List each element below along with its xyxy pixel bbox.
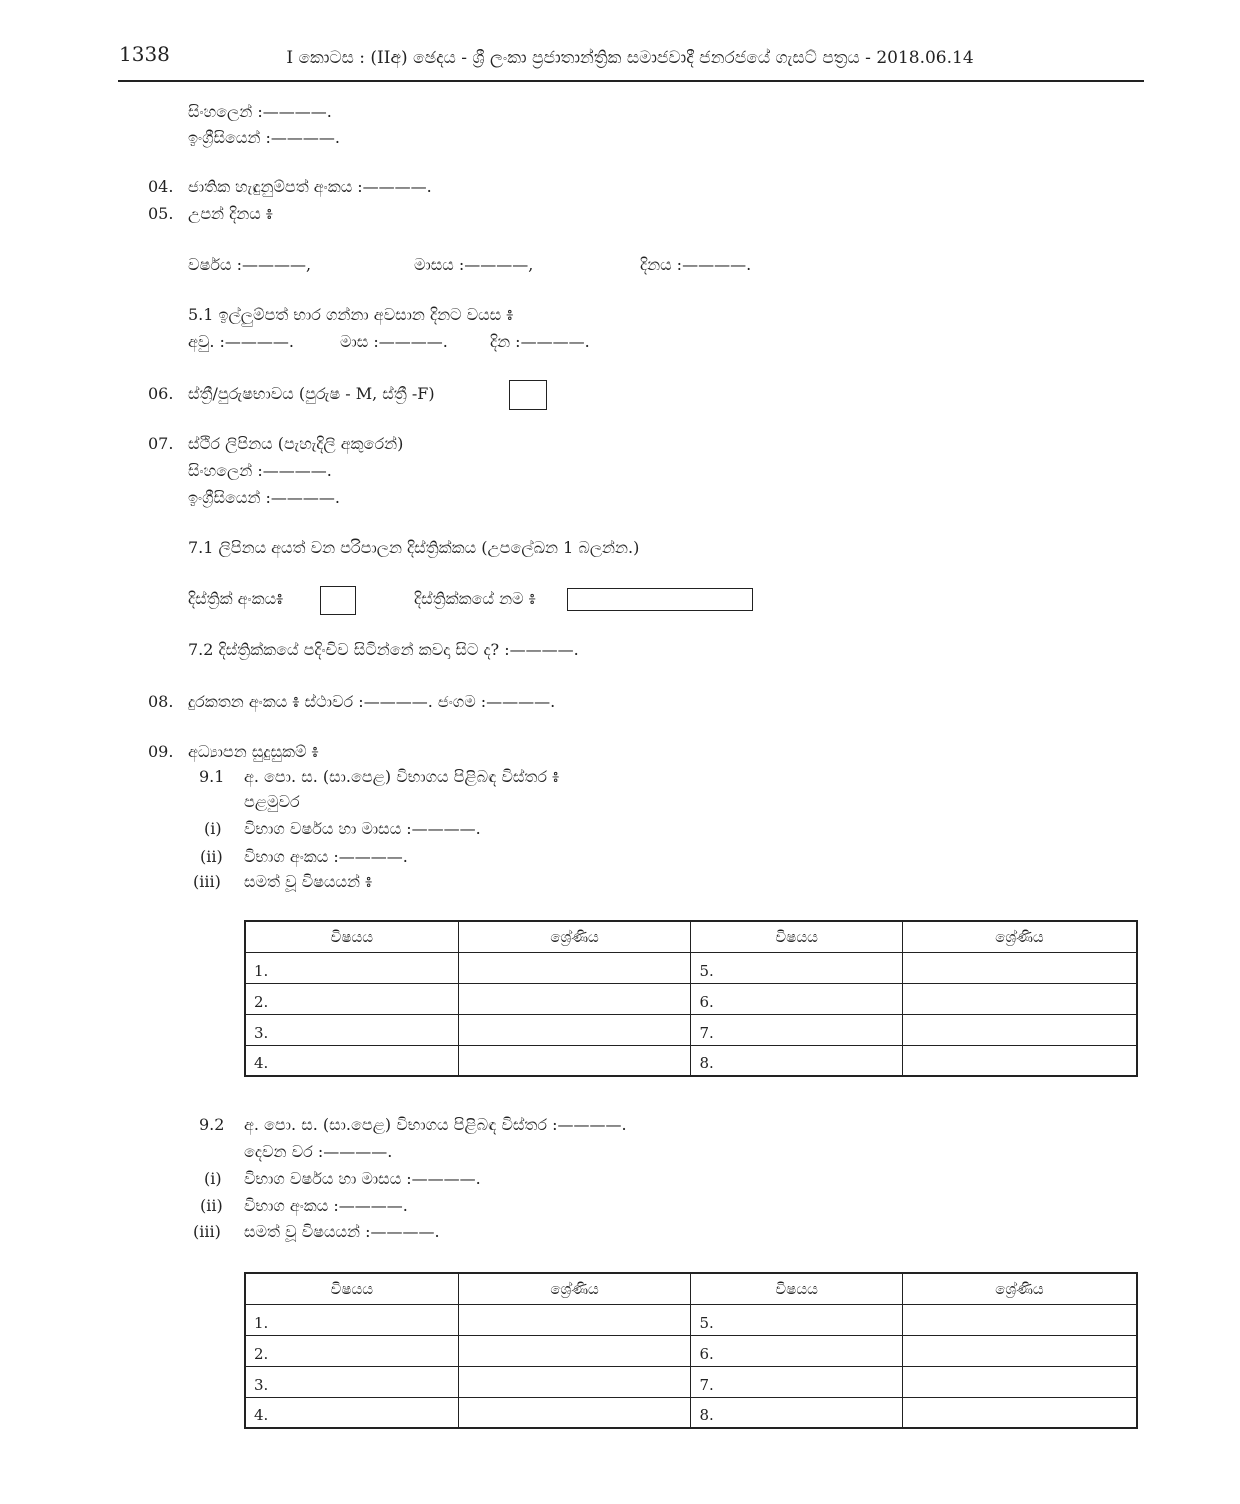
district-number-box[interactable] — [320, 586, 356, 615]
s91-first-attempt: පළමුවර — [244, 792, 300, 811]
grade-cell[interactable] — [902, 983, 1137, 1014]
district-name-box[interactable] — [567, 588, 753, 611]
table-header-cell: ශ්‍රේණිය — [458, 1273, 691, 1304]
s92-item-ii-num: (ii) — [200, 1196, 223, 1215]
address-english-line: ඉංග්‍රීසියෙන් :————. — [188, 488, 340, 507]
grade-cell[interactable] — [902, 1045, 1137, 1076]
grade-cell[interactable] — [902, 1304, 1137, 1335]
address-sinhala-line: සිංහලෙන් :————. — [188, 461, 332, 480]
birth-month-line: මාසය :————, — [414, 255, 534, 274]
table-header-row — [245, 1273, 1137, 1304]
table-header-cell: විෂයය — [245, 1273, 458, 1304]
subject-cell[interactable]: 1. — [245, 952, 458, 983]
s91-subjects-table — [244, 920, 1138, 1077]
subject-cell[interactable]: 4. — [245, 1397, 458, 1428]
q06-number: 06. — [148, 384, 174, 403]
age-section-title: 5.1 ඉල්ලුම්පත් භාර ගන්නා අවසාන දිනට වයස ៖ — [188, 305, 514, 324]
s92-subjects-table — [244, 1272, 1138, 1429]
grade-cell[interactable] — [902, 1366, 1137, 1397]
nic-number-line: ජාතික හැඳුනුම්පත් අංකය :————. — [188, 177, 432, 196]
subject-cell[interactable]: 5. — [691, 952, 902, 983]
subject-cell[interactable]: 3. — [245, 1014, 458, 1045]
subject-cell[interactable]: 6. — [691, 983, 902, 1014]
subject-cell[interactable]: 2. — [245, 1335, 458, 1366]
subject-cell[interactable]: 4. — [245, 1045, 458, 1076]
table-header-cell: විෂයය — [691, 1273, 902, 1304]
table-row — [245, 1045, 1137, 1076]
s92-item-iii-num: (iii) — [193, 1222, 221, 1241]
table-row — [245, 1335, 1137, 1366]
admin-district-title: 7.1 ලිපිනය අයත් වන පරිපාලන දිස්ත්‍රික්කය (උපලේඛන 1 බලන්න.) — [188, 538, 640, 557]
q07-number: 07. — [148, 434, 174, 453]
subject-cell[interactable]: 5. — [691, 1304, 902, 1335]
subject-cell[interactable]: 7. — [691, 1366, 902, 1397]
grade-cell[interactable] — [458, 1045, 691, 1076]
residence-since-line: 7.2 දිස්ත්‍රික්කයේ පදිංචිව සිටින්නේ කවදා සිට ද? :————. — [188, 640, 579, 659]
grade-cell[interactable] — [902, 952, 1137, 983]
q08-number: 08. — [148, 692, 174, 711]
s92-title: අ. පො. ස. (සා.පෙළ) විභාගය පිළිබඳ විස්තර :————. — [244, 1115, 627, 1134]
subject-cell[interactable]: 3. — [245, 1366, 458, 1397]
birth-date-label: උපන් දිනය ៖ — [188, 204, 273, 223]
grade-cell[interactable] — [902, 1335, 1137, 1366]
gender-label: ස්ත්‍රී/පුරුෂභාවය (පුරුෂ - M, ස්ත්‍රී -F) — [188, 384, 435, 403]
s92-subjects-line: සමත් වූ විෂයයන් :————. — [244, 1222, 440, 1241]
s91-number: 9.1 — [199, 767, 225, 786]
subject-cell[interactable]: 7. — [691, 1014, 902, 1045]
birth-day-line: දිනය :————. — [640, 255, 752, 274]
s91-item-iii-num: (iii) — [193, 872, 221, 891]
s91-subjects-label: සමත් වූ විෂයයන් ៖ — [244, 872, 373, 891]
table-row — [245, 1397, 1137, 1428]
grade-cell[interactable] — [458, 1397, 691, 1428]
grade-cell[interactable] — [458, 1366, 691, 1397]
gender-input-box[interactable] — [509, 380, 547, 410]
q09-number: 09. — [148, 742, 174, 761]
grade-cell[interactable] — [902, 1014, 1137, 1045]
subject-cell[interactable]: 2. — [245, 983, 458, 1014]
s91-exam-number-line: විභාග අංකය :————. — [244, 847, 408, 866]
s91-exam-year-line: විභාග වර්ෂය හා මාසය :————. — [244, 819, 481, 838]
subject-cell[interactable]: 6. — [691, 1335, 902, 1366]
name-sinhala-line: සිංහලෙන් :————. — [188, 102, 332, 121]
age-months-line: මාස :————. — [340, 332, 448, 351]
table-row — [245, 983, 1137, 1014]
table-header-cell: විෂයය — [691, 921, 902, 952]
phone-number-line: දුරකතන අංකය ៖ ස්ථාවර :————. ජංගම :————. — [188, 692, 556, 711]
birth-year-line: වර්ෂය :————, — [188, 255, 312, 274]
table-row — [245, 952, 1137, 983]
grade-cell[interactable] — [458, 983, 691, 1014]
table-header-cell: ශ්‍රේණිය — [902, 921, 1137, 952]
q05-number: 05. — [148, 204, 174, 223]
table-header-cell: ශ්‍රේණිය — [902, 1273, 1137, 1304]
s92-exam-year-line: විභාග වර්ෂය හා මාසය :————. — [244, 1169, 481, 1188]
subject-cell[interactable]: 8. — [691, 1397, 902, 1428]
district-number-label: දිස්ත්‍රික් අංකය៖ — [188, 589, 284, 608]
table-header-row — [245, 921, 1137, 952]
district-name-label: දිස්ත්‍රික්කයේ නම ៖ — [414, 589, 536, 608]
table-row — [245, 1304, 1137, 1335]
table-row — [245, 1014, 1137, 1045]
grade-cell[interactable] — [458, 1014, 691, 1045]
grade-cell[interactable] — [458, 1304, 691, 1335]
s91-item-ii-num: (ii) — [200, 847, 223, 866]
subject-cell[interactable]: 1. — [245, 1304, 458, 1335]
s92-second-attempt: දෙවන වර :————. — [244, 1142, 393, 1161]
s92-number: 9.2 — [199, 1115, 225, 1134]
subject-cell[interactable]: 8. — [691, 1045, 902, 1076]
s91-item-i-num: (i) — [204, 819, 222, 838]
s91-title: අ. පො. ස. (සා.පෙළ) විභාගය පිළිබඳ විස්තර ៖ — [244, 767, 560, 786]
name-english-line: ඉංග්‍රීසියෙන් :————. — [188, 128, 340, 147]
table-header-cell: ශ්‍රේණිය — [458, 921, 691, 952]
age-years-line: අවු. :————. — [188, 332, 295, 351]
q04-number: 04. — [148, 177, 174, 196]
header-rule — [118, 80, 1144, 82]
permanent-address-label: ස්ථිර ලිපිනය (පැහැදිලි අකුරෙන්) — [188, 434, 404, 453]
education-label: අධ්‍යාපන සුදුසුකම් ៖ — [188, 742, 319, 761]
page-number: 1338 — [119, 42, 170, 66]
table-row — [245, 1366, 1137, 1397]
age-days-line: දින :————. — [490, 332, 590, 351]
grade-cell[interactable] — [458, 1335, 691, 1366]
s92-item-i-num: (i) — [204, 1169, 222, 1188]
grade-cell[interactable] — [902, 1397, 1137, 1428]
table-header-cell: විෂයය — [245, 921, 458, 952]
s92-exam-number-line: විභාග අංකය :————. — [244, 1196, 408, 1215]
gazette-header-title: I කොටස : (IIඅ) ඡෙදය - ශ්‍රී ලංකා ප්‍රජාතාන්ත්‍රික සමාජවාදී ජනරජයේ ගැසට් පත්‍රය - 2018.06.14 — [286, 48, 974, 68]
grade-cell[interactable] — [458, 952, 691, 983]
